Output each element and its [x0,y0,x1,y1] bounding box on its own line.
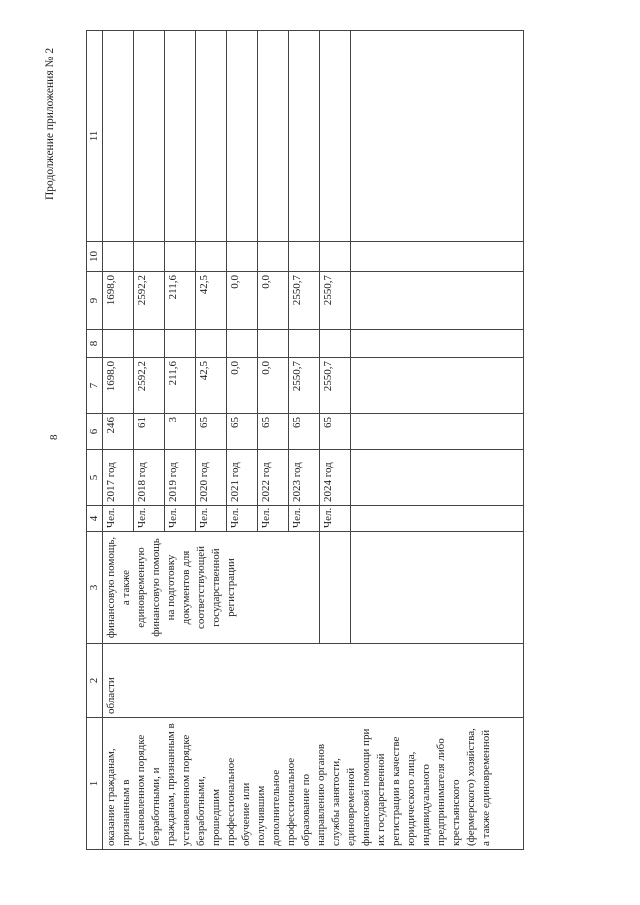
empty-cell [320,242,351,272]
value-cell: 211,6 [165,272,196,330]
value-cell: 0,0 [227,358,258,414]
measure-description: оказание гражданам, признанным в установленном порядке безработными, и гражданам, признанным в установленном порядке безработными, прошедшим профессиональное обучение или получившим дополнительное профессиональное образование по направлению органов службы занятости, единовременной финансовой помощи при их государственной регистрации в качестве юридического лица, индивидуального предпринимателя либо крестьянского (фермерского) хозяйства, а также единовременной [103,718,524,850]
count-cell: 65 [227,414,258,450]
empty-cell [134,31,165,242]
empty-cell [196,242,227,272]
unit-cell: Чел. [227,506,258,532]
count-cell: 65 [196,414,227,450]
empty-cell [320,532,351,644]
col-header: 2 [87,644,103,718]
value-cell: 2550,7 [289,358,320,414]
year-cell: 2017 год [103,450,134,506]
value-cell: 1698,0 [103,272,134,330]
col-header: 10 [87,242,103,272]
year-cell: 2021 год [227,450,258,506]
data-table [86,30,524,850]
empty-cell [134,330,165,358]
value-cell: 42,5 [196,358,227,414]
col-header: 9 [87,272,103,330]
empty-cell [351,450,524,506]
col-header: 5 [87,450,103,506]
empty-cell [227,242,258,272]
unit-cell: Чел. [165,506,196,532]
region-cell: области [103,644,524,718]
value-cell: 42,5 [196,272,227,330]
page-number: 8 [48,434,60,440]
empty-cell [289,242,320,272]
value-cell: 211,6 [165,358,196,414]
empty-cell [351,358,524,414]
header-row [87,31,103,850]
empty-cell [196,330,227,358]
empty-cell [165,242,196,272]
value-cell: 0,0 [258,272,289,330]
year-cell: 2024 год [320,450,351,506]
value-cell: 2592,2 [134,358,165,414]
value-cell: 2592,2 [134,272,165,330]
empty-cell [258,330,289,358]
count-cell: 246 [103,414,134,450]
col-header: 6 [87,414,103,450]
empty-cell [227,330,258,358]
empty-cell [258,31,289,242]
year-cell: 2018 год [134,450,165,506]
col-header: 11 [87,31,103,242]
unit-cell: Чел. [258,506,289,532]
value-cell: 0,0 [258,358,289,414]
col-header: 7 [87,358,103,414]
empty-cell [165,31,196,242]
year-cell: 2019 год [165,450,196,506]
unit-cell: Чел. [134,506,165,532]
empty-cell [103,242,134,272]
empty-cell [289,330,320,358]
count-cell: 3 [165,414,196,450]
empty-cell [351,330,524,358]
appendix-label: Продолжение приложения № 2 [44,47,56,200]
count-cell: 65 [289,414,320,450]
year-cell: 2020 год [196,450,227,506]
value-cell: 2550,7 [320,272,351,330]
count-cell: 61 [134,414,165,450]
empty-cell [165,330,196,358]
empty-cell [227,31,258,242]
empty-cell [134,242,165,272]
empty-cell [103,31,134,242]
col-header: 8 [87,330,103,358]
count-cell: 65 [320,414,351,450]
unit-cell: Чел. [196,506,227,532]
value-cell: 0,0 [227,272,258,330]
empty-cell [351,272,524,330]
col-header: 3 [87,532,103,644]
empty-cell [289,31,320,242]
empty-cell [351,242,524,272]
col-header: 4 [87,506,103,532]
empty-cell [320,31,351,242]
empty-cell [196,31,227,242]
col-header: 1 [87,718,103,850]
empty-cell [258,242,289,272]
unit-cell: Чел. [103,506,134,532]
year-cell: 2023 год [289,450,320,506]
unit-cell: Чел. [289,506,320,532]
assistance-description: финансовую помощь, а также единовременную финансовую помощь на подготовку документов для соответствующей государственной регистрации [103,532,320,644]
empty-cell [320,330,351,358]
empty-cell [351,506,524,532]
table-row [103,31,134,850]
value-cell: 2550,7 [320,358,351,414]
year-cell: 2022 год [258,450,289,506]
empty-cell [351,532,524,644]
rotated-table-container [86,30,616,850]
unit-cell: Чел. [320,506,351,532]
empty-cell [103,330,134,358]
empty-cell [351,414,524,450]
empty-cell [351,31,524,242]
value-cell: 1698,0 [103,358,134,414]
value-cell: 2550,7 [289,272,320,330]
count-cell: 65 [258,414,289,450]
